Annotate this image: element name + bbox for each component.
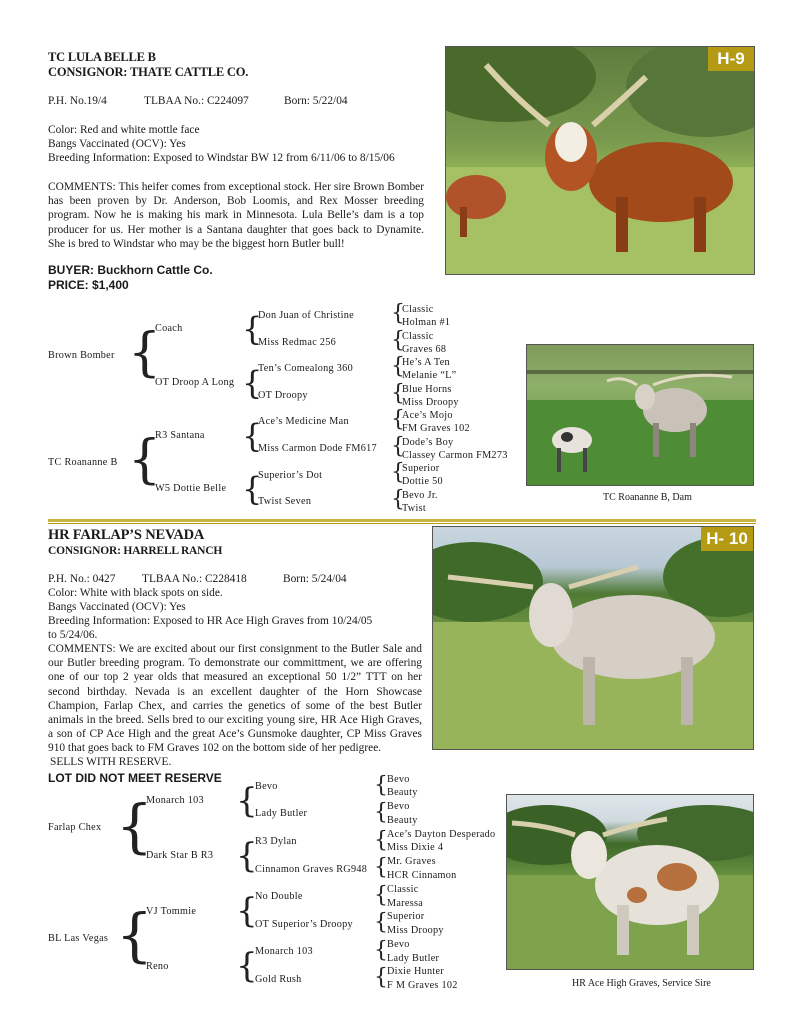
lot1-breeding: Breeding Information: Exposed to Windstar BW 12 from 6/11/06 to 8/15/06	[48, 152, 395, 164]
pedigree-brace: {	[374, 938, 388, 963]
lot1-name: TC LULA BELLE B	[48, 50, 156, 64]
lot2-name: HR FARLAP’S NEVADA	[48, 527, 205, 543]
lot1-ph-no: P.H. No.19/4	[48, 95, 107, 107]
lot2-pedigree-dam: BL Las Vegas	[48, 933, 109, 944]
lot2-pedigree-g4: Classic	[387, 884, 419, 895]
lot1-pedigree-g4: Bevo Jr.	[402, 490, 438, 501]
lot1-pedigree-g4: Classic	[402, 331, 434, 342]
lot2-pedigree-g4: Mr. Graves	[387, 856, 436, 867]
pedigree-brace: {	[242, 310, 263, 348]
lot1-buyer: BUYER: Buckhorn Cattle Co.	[48, 263, 213, 277]
lot1-consignor: CONSIGNOR: THATE CATTLE CO.	[48, 65, 249, 79]
pedigree-brace: {	[374, 773, 388, 798]
pedigree-brace: {	[116, 901, 153, 969]
pedigree-brace: {	[391, 328, 405, 353]
lot1-pedigree-g3: Twist Seven	[258, 496, 312, 507]
lot2-pedigree-g3: Lady Butler	[255, 808, 308, 819]
pedigree-brace: {	[242, 417, 263, 455]
pedigree-brace: {	[391, 487, 405, 512]
section-divider	[48, 523, 756, 524]
lot2-pedigree-g4: Beauty	[387, 815, 418, 826]
lot1-dam-caption: TC Roananne B, Dam	[603, 492, 692, 503]
lot2-breeding: Breeding Information: Exposed to HR Ace High Graves from 10/24/05	[48, 615, 373, 627]
pedigree-brace: {	[116, 792, 153, 860]
lot2-pedigree-g4: Bevo	[387, 774, 410, 785]
lot2-pedigree-g4: Superior	[387, 911, 425, 922]
lot1-pedigree-g4: Melanie “L”	[402, 370, 457, 381]
pedigree-brace: {	[236, 836, 258, 876]
lot1-pedigree-g4: He’s A Ten	[402, 357, 450, 368]
lot2-bangs: Bangs Vaccinated (OCV): Yes	[48, 601, 186, 613]
lot1-pedigree-dam: TC Roananne B	[48, 457, 118, 468]
lot1-pedigree-g3: Ten’s Comealong 360	[258, 363, 353, 374]
lot1-pedigree-g2: Coach	[155, 323, 183, 334]
lot2-born: Born: 5/24/04	[283, 573, 347, 585]
lot2-pedigree-g3: Cinnamon Graves RG948	[255, 864, 368, 875]
lot2-badge: H- 10	[701, 527, 753, 551]
lot2-pedigree-g4: F M Graves 102	[387, 980, 458, 991]
lot2-pedigree-g4: Ace’s Dayton Desperado	[387, 829, 496, 840]
lot2-pedigree-g2: Reno	[146, 961, 169, 972]
lot1-pedigree-g3: Ace’s Medicine Man	[258, 416, 349, 427]
pedigree-brace: {	[374, 828, 388, 853]
lot2-pedigree-g4: Bevo	[387, 801, 410, 812]
lot2-pedigree-g4: Maressa	[387, 898, 424, 909]
lot1-color: Color: Red and white mottle face	[48, 124, 200, 136]
pedigree-brace: {	[391, 434, 405, 459]
lot1-pedigree-g4: Classey Carmon FM273	[402, 450, 508, 461]
pedigree-brace: {	[128, 323, 162, 383]
pedigree-brace: {	[242, 470, 263, 508]
lot2-ph-no: P.H. No.: 0427	[48, 573, 116, 585]
lot2-pedigree-g4: Miss Dixie 4	[387, 842, 444, 853]
lot2-tlbaa-no: TLBAA No.: C228418	[142, 573, 247, 585]
pedigree-brace: {	[374, 800, 388, 825]
lot2-pedigree-g4: Miss Droopy	[387, 925, 444, 936]
lot1-pedigree-g4: FM Graves 102	[402, 423, 470, 434]
lot2-pedigree-g4: Lady Butler	[387, 953, 440, 964]
pedigree-brace: {	[374, 855, 388, 880]
lot2-breeding-cont: to 5/24/06.	[48, 629, 98, 641]
lot2-sire-caption: HR Ace High Graves, Service Sire	[572, 978, 711, 989]
lot1-pedigree-g2: OT Droop A Long	[155, 377, 235, 388]
lot1-pedigree-sire: Brown Bomber	[48, 350, 115, 361]
lot2-sire-photo	[506, 794, 754, 970]
pedigree-brace: {	[391, 381, 405, 406]
heifer-illustration	[446, 47, 754, 274]
lot1-pedigree-g4: Ace’s Mojo	[402, 410, 453, 421]
pedigree-brace: {	[236, 781, 258, 821]
dam-illustration	[527, 345, 753, 485]
pedigree-brace: {	[236, 891, 258, 931]
lot2-cow-photo	[432, 526, 754, 750]
lot2-pedigree-g3: No Double	[255, 891, 303, 902]
lot1-cow-photo	[445, 46, 755, 275]
lot2-pedigree-sire: Farlap Chex	[48, 822, 102, 833]
lot1-pedigree-g3: Miss Redmac 256	[258, 337, 337, 348]
lot2-pedigree-g4: Beauty	[387, 787, 418, 798]
pedigree-brace: {	[374, 965, 388, 990]
lot1-pedigree-g2: R3 Santana	[155, 430, 205, 441]
pedigree-brace: {	[128, 430, 162, 490]
lot2-pedigree-g2: Dark Star B R3	[146, 850, 214, 861]
lot2-pedigree-g3: Monarch 103	[255, 946, 313, 957]
lot1-pedigree-g4: Superior	[402, 463, 440, 474]
lot2-pedigree-g3: Gold Rush	[255, 974, 302, 985]
lot2-pedigree-g4: Dixie Hunter	[387, 966, 445, 977]
lot2-pedigree-g4: Bevo	[387, 939, 410, 950]
lot1-born: Born: 5/22/04	[284, 95, 348, 107]
lot2-pedigree-g2: VJ Tommie	[146, 906, 197, 917]
lot1-comments: COMMENTS: This heifer comes from exceptional stock. Her sire Brown Bomber has been proven by Dr. Anderson, Bob Loomis, and Rex Mosser breeding program. Now he is making his mark in Minnesota. Lula Belle’s dam is a top producer for us. Her mother is a Santana daughter that goes back to Dynamite. She is bred to Windstar who may be the biggest horn Butler bull!	[48, 181, 424, 250]
lot1-dam-photo	[526, 344, 754, 486]
pedigree-brace: {	[242, 364, 263, 402]
lot1-pedigree-g3: Miss Carmon Dode FM617	[258, 443, 377, 454]
lot2-pedigree-g3: Bevo	[255, 781, 278, 792]
pedigree-brace: {	[391, 301, 405, 326]
lot2-pedigree-g3: OT Superior’s Droopy	[255, 919, 353, 930]
lot1-badge: H-9	[708, 47, 754, 71]
lot1-pedigree-g4: Miss Droopy	[402, 397, 459, 408]
lot1-pedigree-g4: Dode’s Boy	[402, 437, 454, 448]
lot2-reserve: SELLS WITH RESERVE.	[50, 756, 172, 768]
service-sire-illustration	[507, 795, 753, 969]
lot2-consignor: CONSIGNOR: HARRELL RANCH	[48, 545, 223, 557]
lot1-pedigree-g4: Twist	[402, 503, 426, 514]
lot1-pedigree-g4: Blue Horns	[402, 384, 452, 395]
lot1-pedigree-g3: Superior’s Dot	[258, 470, 323, 481]
pedigree-brace: {	[391, 354, 405, 379]
lot2-color: Color: White with black spots on side.	[48, 587, 223, 599]
lot2-pedigree-g2: Monarch 103	[146, 795, 204, 806]
lot2-pedigree-g3: R3 Dylan	[255, 836, 297, 847]
lot2-pedigree-g4: HCR Cinnamon	[387, 870, 457, 881]
lot1-price: PRICE: $1,400	[48, 278, 129, 292]
lot2-comments: COMMENTS: We are excited about our first consignment to the Butler Sale and our Butler breeding program. To demonstrate our committment, we are offering one of our top 2 year olds that measured an exceptional 50 1/2” TTT on her second birthday. Nevada is an excellent daughter of the Horn Showcase Champion, Farlap Chex, and carries the genetics of some of the best Butler animals in the breed. Sells bred to our exciting young sire, HR Ace High Graves, a son of CP Ace High and the great Ace’s Gunsmoke daughter, CP Miss Graves 910 that goes back to FM Graves 102 on the bottom side of her pedigree.	[48, 643, 422, 755]
lot1-tlbaa-no: TLBAA No.: C224097	[144, 95, 249, 107]
lot1-pedigree-g3: Don Juan of Christine	[258, 310, 354, 321]
lot1-pedigree-g3: OT Droopy	[258, 390, 308, 401]
nevada-illustration	[433, 527, 753, 749]
lot1-pedigree-g4: Dottie 50	[402, 476, 443, 487]
lot1-pedigree-g4: Graves 68	[402, 344, 447, 355]
lot1-pedigree-g2: W5 Dottie Belle	[155, 483, 227, 494]
lot2-result: LOT DID NOT MEET RESERVE	[48, 771, 222, 785]
pedigree-brace: {	[391, 460, 405, 485]
pedigree-brace: {	[374, 883, 388, 908]
pedigree-brace: {	[374, 910, 388, 935]
lot1-pedigree-g4: Holman #1	[402, 317, 451, 328]
pedigree-brace: {	[236, 946, 258, 986]
lot1-pedigree-g4: Classic	[402, 304, 434, 315]
section-divider	[48, 519, 756, 522]
lot1-bangs: Bangs Vaccinated (OCV): Yes	[48, 138, 186, 150]
pedigree-brace: {	[391, 407, 405, 432]
